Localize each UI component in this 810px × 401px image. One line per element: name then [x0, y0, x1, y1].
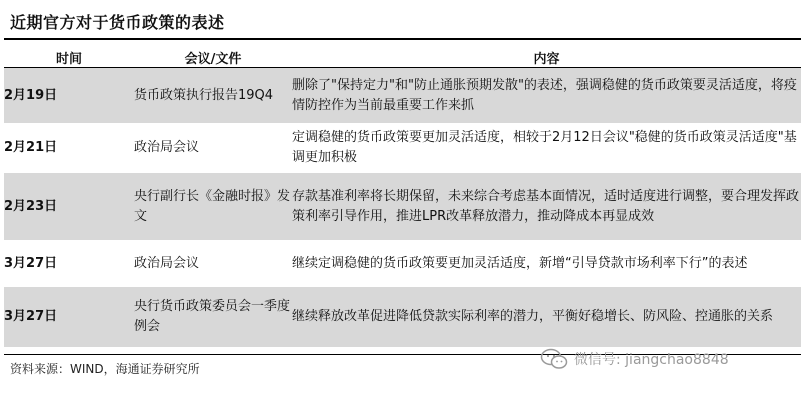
row-date: 2月23日 [4, 173, 134, 241]
row-date: 2月19日 [4, 68, 134, 124]
watermark [540, 348, 729, 370]
row-content: 删除了"保持定力"和"防止通胀预期发散"的表述，强调稳健的货币政策要灵活适度，将疫情防控作为当前最重要工作来抓 [292, 68, 801, 124]
table-row [4, 173, 801, 241]
table-row [4, 287, 801, 348]
row-meeting: 政治局会议 [134, 124, 292, 173]
source-note: 资料来源：WIND，海通证券研究所 [10, 362, 200, 376]
table-header-row [4, 47, 801, 68]
row-meeting: 央行副行长《金融时报》发文 [134, 173, 292, 241]
header-content: 内容 [292, 47, 801, 68]
row-content: 定调稳健的货币政策要更加灵活适度，相较于2月12日会议"稳健的货币政策灵活适度"基调更加积极 [292, 124, 801, 173]
wechat-icon [540, 348, 568, 370]
header-time: 时间 [4, 47, 134, 68]
table-row [4, 124, 801, 173]
table-row [4, 241, 801, 287]
row-meeting: 货币政策执行报告19Q4 [134, 68, 292, 124]
row-date: 2月21日 [4, 124, 134, 173]
row-meeting: 政治局会议 [134, 241, 292, 287]
row-content: 继续定调稳健的货币政策要更加灵活适度，新增“引导贷款市场利率下行”的表述 [292, 241, 801, 287]
row-meeting: 央行货币政策委员会一季度例会 [134, 287, 292, 348]
watermark-text: 微信号: jiangchao8848 [574, 352, 729, 368]
title-rule [4, 38, 801, 40]
table-row [4, 68, 801, 124]
header-meeting: 会议/文件 [134, 47, 292, 68]
row-content: 继续释放改革促进降低贷款实际利率的潜力，平衡好稳增长、防风险、控通胀的关系 [292, 287, 801, 348]
row-date: 3月27日 [4, 241, 134, 287]
page-title: 近期官方对于货币政策的表述 [10, 13, 225, 32]
row-date: 3月27日 [4, 287, 134, 348]
policy-table [4, 47, 801, 348]
title-bar [4, 0, 801, 40]
row-content: 存款基准利率将长期保留，未来综合考虑基本面情况，适时适度进行调整，要合理发挥政策利率引导作用，推进LPR改革释放潜力，推动降成本再显成效 [292, 173, 801, 241]
